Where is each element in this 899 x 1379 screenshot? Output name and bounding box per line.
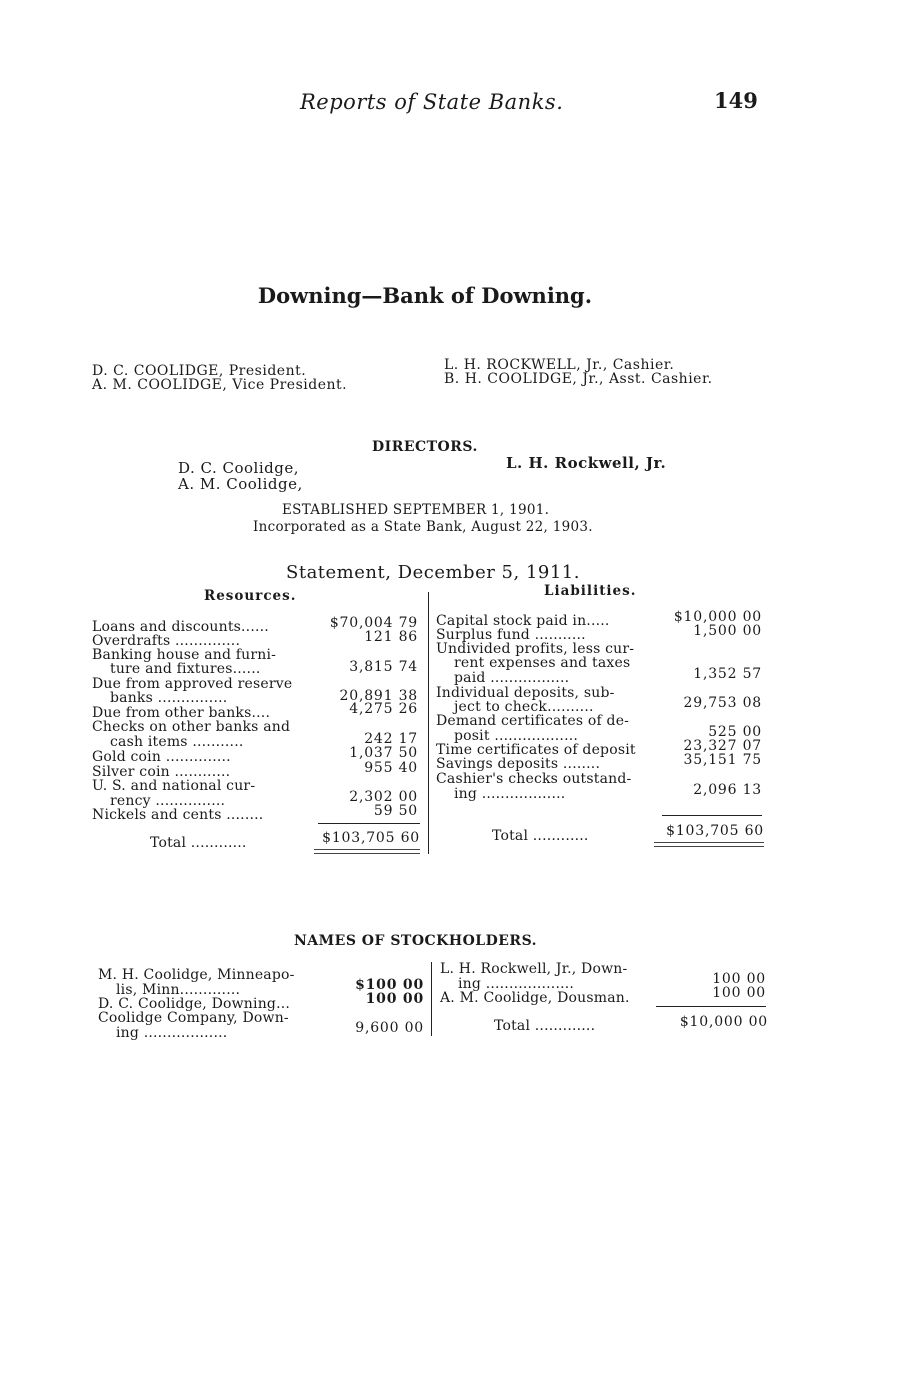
total-double-rule xyxy=(654,842,764,847)
resource-label: Due from other banks.... xyxy=(92,705,271,721)
stockholder-amount: 100 00 xyxy=(712,985,766,1001)
page-number: 149 xyxy=(714,88,758,113)
subtotal-rule xyxy=(656,1006,766,1007)
resource-label: ture and fixtures...... xyxy=(110,661,261,677)
stockholders-heading: NAMES OF STOCKHOLDERS. xyxy=(294,933,538,949)
resources-total-label: Total ............ xyxy=(150,835,247,851)
director-name: A. M. Coolidge, xyxy=(178,475,303,493)
subtotal-rule xyxy=(318,823,420,824)
page-title: Downing—Bank of Downing. xyxy=(257,283,593,308)
resource-label: Silver coin ............ xyxy=(92,764,231,780)
resource-label: rency ............... xyxy=(110,793,226,809)
resource-label: Loans and discounts...... xyxy=(92,619,269,635)
liability-amount: 23,327 07 xyxy=(683,738,762,754)
liability-amount: 2,096 13 xyxy=(693,782,762,798)
resource-label: cash items ........... xyxy=(110,734,244,750)
resource-amount: 242 17 xyxy=(364,731,418,747)
column-divider xyxy=(428,592,429,854)
stockholder-label: ing .................. xyxy=(116,1025,228,1041)
resource-amount: $70,004 79 xyxy=(329,615,418,631)
resource-amount: 3,815 74 xyxy=(349,659,418,675)
liability-amount: 525 00 xyxy=(708,724,762,740)
established-line: ESTABLISHED SEPTEMBER 1, 1901. xyxy=(282,502,550,518)
stockholder-label: A. M. Coolidge, Dousman. xyxy=(440,990,630,1006)
subtotal-rule xyxy=(662,815,762,816)
liability-amount: 29,753 08 xyxy=(683,695,762,711)
resource-amount: 2,302 00 xyxy=(349,789,418,805)
resource-label: banks ............... xyxy=(110,690,228,706)
stockholder-amount: 9,600 00 xyxy=(355,1020,424,1036)
resource-amount: 4,275 26 xyxy=(349,701,418,717)
running-title: Reports of State Banks. xyxy=(300,90,564,114)
directors-heading: DIRECTORS. xyxy=(372,439,478,455)
liabilities-total-label: Total ............ xyxy=(492,828,589,844)
stockholder-label: L. H. Rockwell, Jr., Down- xyxy=(440,961,628,977)
statement-title: Statement, December 5, 1911. xyxy=(286,562,580,583)
director-name: L. H. Rockwell, Jr. xyxy=(506,454,667,472)
liabilities-heading: Liabilities. xyxy=(544,583,637,599)
liability-label: Capital stock paid in..... xyxy=(436,613,610,629)
stockholder-label: ing ................... xyxy=(458,976,575,992)
resource-label: Overdrafts .............. xyxy=(92,633,241,649)
resource-label: Due from approved reserve xyxy=(92,676,293,692)
officer-president: D. C. COOLIDGE, President. xyxy=(92,363,307,379)
liabilities-total-amount: $103,705 60 xyxy=(666,823,764,839)
stockholder-amount: 100 00 xyxy=(712,971,766,987)
stockholder-amount: 100 00 xyxy=(365,991,424,1007)
stockholder-label: D. C. Coolidge, Downing... xyxy=(98,996,291,1012)
stockholders-total-label: Total ............. xyxy=(494,1018,596,1034)
resource-label: Nickels and cents ........ xyxy=(92,807,264,823)
liability-label: Demand certificates of de- xyxy=(436,713,630,729)
incorporated-line: Incorporated as a State Bank, August 22, 1903. xyxy=(253,519,593,535)
resource-amount: 59 50 xyxy=(373,803,418,819)
liability-label: Surplus fund ........... xyxy=(436,627,586,643)
stockholder-label: M. H. Coolidge, Minneapo- xyxy=(98,967,295,983)
liability-label: Savings deposits ........ xyxy=(436,756,601,772)
liability-amount: 35,151 75 xyxy=(683,752,762,768)
resource-amount: 121 86 xyxy=(364,629,418,645)
liability-label: Cashier's checks outstand- xyxy=(436,771,632,787)
liability-amount: 1,352 57 xyxy=(693,666,762,682)
resource-amount: 1,037 50 xyxy=(349,745,418,761)
total-double-rule xyxy=(314,849,420,854)
stockholders-total-amount: $10,000 00 xyxy=(679,1014,768,1030)
liability-label: ing .................. xyxy=(454,786,566,802)
liability-amount: $10,000 00 xyxy=(673,609,762,625)
stockholder-amount: $100 00 xyxy=(355,977,424,993)
officer-cashier: L. H. ROCKWELL, Jr., Cashier. xyxy=(444,357,675,373)
liability-label: Time certificates of deposit xyxy=(436,742,636,758)
liability-label: ject to check.......... xyxy=(454,699,594,715)
resource-amount: 955 40 xyxy=(364,760,418,776)
resource-label: Gold coin .............. xyxy=(92,749,231,765)
liability-label: posit .................. xyxy=(454,728,579,744)
resources-heading: Resources. xyxy=(204,588,297,604)
resource-label: Banking house and furni- xyxy=(92,647,277,663)
resource-label: U. S. and national cur- xyxy=(92,778,256,794)
liability-label: Undivided profits, less cur- xyxy=(436,641,635,657)
resource-amount: 20,891 38 xyxy=(339,688,418,704)
resource-label: Checks on other banks and xyxy=(92,719,291,735)
director-name: D. C. Coolidge, xyxy=(178,459,299,477)
liability-label: rent expenses and taxes xyxy=(454,655,631,671)
liability-label: Individual deposits, sub- xyxy=(436,685,615,701)
liability-amount: 1,500 00 xyxy=(693,623,762,639)
officer-vice-president: A. M. COOLIDGE, Vice President. xyxy=(92,377,348,393)
officer-asst-cashier: B. H. COOLIDGE, Jr., Asst. Cashier. xyxy=(444,371,713,387)
liability-label: paid ................. xyxy=(454,670,570,686)
resources-total-amount: $103,705 60 xyxy=(322,830,420,846)
stockholder-label: lis, Minn............. xyxy=(116,982,241,998)
stockholders-divider xyxy=(431,962,432,1036)
stockholder-label: Coolidge Company, Down- xyxy=(98,1010,289,1026)
